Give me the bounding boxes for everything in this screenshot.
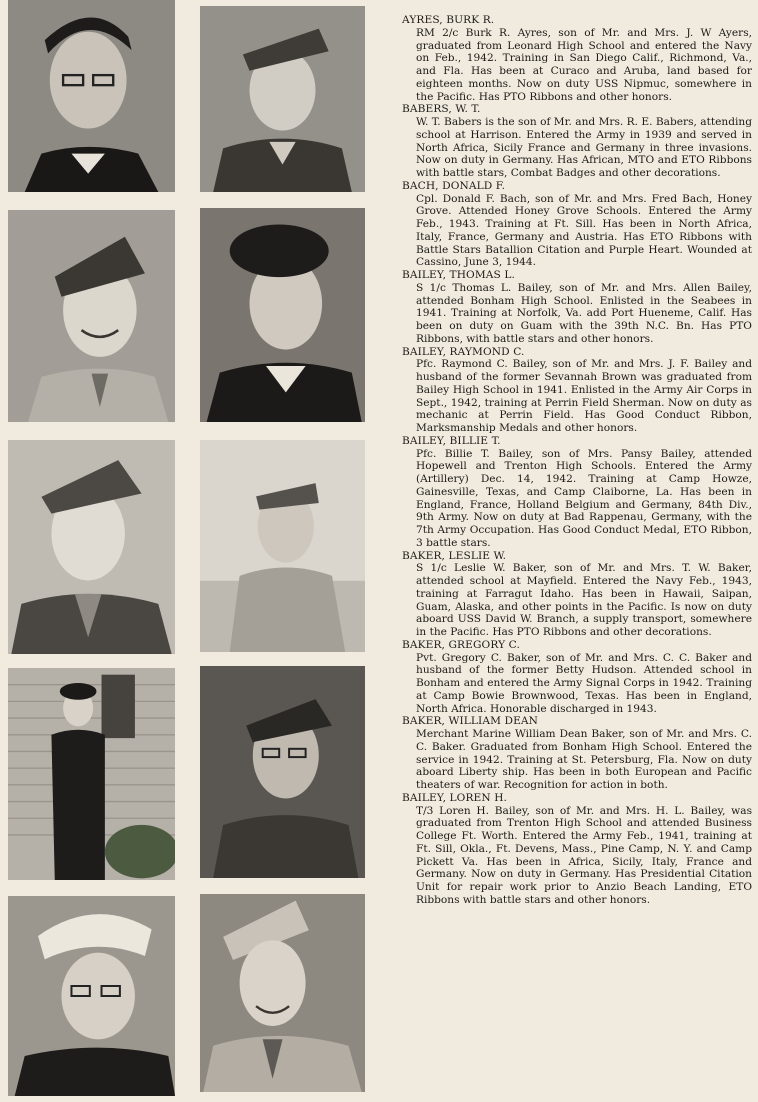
entry-body: RM 2/c Burk R. Ayres, son of Mr. and Mrs. J. W Ayers, graduated from Leonard High School and entered the Navy on Feb., 1942. Training in San Diego Calif., Richmond, Va., and Fla. Has been at Curaco and Aruba, land based for eighteen months. Now on duty USS Nipmuc, somewhere in the Pacific. Has PTO Ribbons and other honors. <box>416 26 752 103</box>
photo-bailey-thomas <box>200 208 365 422</box>
entry-bach <box>402 180 752 269</box>
photo-baker-gregory <box>200 666 365 878</box>
entry-body: T/3 Loren H. Bailey, son of Mr. and Mrs. H. L. Bailey, was graduated from Trenton High School and attended Business College Ft. Worth. Entered the Army Feb., 1941, training at Ft. Sill, Okla., Ft. Devens, Mass., Pine Camp, N. Y. and Camp Pickett Va. Has been in Africa, Sicily, Italy, France and Germany. Now on duty in Germany. Has Presidential Citation Unit for repair work prior to Anzio Beach Landing, ETO Ribbons with battle stars and other honors. <box>416 804 752 906</box>
photo-baker-william <box>8 896 175 1096</box>
entry-name: BAILEY, RAYMOND C. <box>402 345 525 358</box>
entry-name: BAKER, GREGORY C. <box>402 638 520 651</box>
photo-ayres <box>8 0 175 192</box>
entry-baker-gregory <box>402 639 752 716</box>
photo-bailey-raymond <box>8 440 175 654</box>
entry-body: S 1/c Thomas L. Bailey, son of Mr. and Mrs. Allen Bailey, attended Bonham High School. Enlisted in the Seabees in 1941. Training at Norfolk, Va. add Port Hueneme, Calif. Has been on duty on Guam with the 39th N.C. Bn. Has PTO Ribbons, with battle stars and other honors. <box>416 281 752 345</box>
entry-name: AYRES, BURK R. <box>402 14 495 26</box>
entry-bailey-billie <box>402 435 752 550</box>
entry-bailey-raymond <box>402 346 752 435</box>
portrait-sailor-white-cap-icon <box>8 896 175 1096</box>
photo-bailey-loren <box>200 894 365 1092</box>
portrait-soldier-cap-smiling-icon <box>8 210 175 422</box>
portrait-soldier-outdoor-icon <box>200 440 365 652</box>
entry-bailey-loren <box>402 792 752 907</box>
entry-body: Pvt. Gregory C. Baker, son of Mr. and Mrs. C. C. Baker and husband of the former Betty Hudson. Attended school in Bonham and entered the Army Signal Corps in 1942. Training at Camp Bowie Brownwood, Texas. Has been in England, North Africa. Honorable discharged in 1943. <box>416 651 752 715</box>
portrait-soldier-glasses-icon <box>200 666 365 878</box>
entry-body: W. T. Babers is the son of Mr. and Mrs. R. E. Babers, attending school at Harrison. Entered the Army in 1939 and served in North Africa, Sicily France and Germany in three invasions. Now on duty in Germany. Has African, MTO and ETO Ribbons with battle stars, Combat Badges and other decorations. <box>416 116 752 179</box>
photo-bach <box>8 210 175 422</box>
entry-baker-william <box>402 715 752 792</box>
portrait-sailor-standing-icon <box>8 668 175 880</box>
entry-name: BAILEY, THOMAS L. <box>402 269 515 281</box>
entry-bailey-thomas <box>402 269 752 346</box>
entry-body: Merchant Marine William Dean Baker, son of Mr. and Mrs. C. C. Baker. Graduated from Bonham High School. Entered the service in 1942. Training at St. Petersburg, Fla. Now on duty aboard Liberty ship. Has been in both European and Pacific theaters of war. Recognition for action in both. <box>416 728 752 791</box>
entry-body: Cpl. Donald F. Bach, son of Mr. and Mrs. Fred Bach, Honey Grove. Attended Honey Grove Schools. Entered the Army Feb., 1943. Training at Ft. Sill. Has been in North Africa, Italy, France, Germany and Austria. Has ETO Ribbons with Battle Stars Batallion Citation and Purple Heart. Wounded at Cassino, June 3, 1944. <box>416 192 752 269</box>
photo-babers <box>200 6 365 192</box>
biography-column <box>402 14 752 907</box>
photo-bailey-billie <box>200 440 365 652</box>
entry-body: S 1/c Leslie W. Baker, son of Mr. and Mrs. T. W. Baker, attended school at Mayfield. Entered the Navy Feb., 1943, training at Farragut Idaho. Has been in Hawaii, Saipan, Guam, Alaska, and other points in the Pacific. Is now on duty aboard USS David W. Branch, a supply transport, somewhere in the Pacific. Has PTO Ribbons and other decorations. <box>416 562 752 638</box>
entry-ayres <box>402 14 752 103</box>
entry-babers <box>402 103 752 180</box>
portrait-sailor-beret-icon <box>200 208 365 422</box>
photo-baker-leslie <box>8 668 175 880</box>
entry-name: BAKER, LESLIE W. <box>402 549 507 562</box>
portrait-soldier-cap-icon <box>200 6 365 192</box>
portrait-sailor-glasses-icon <box>8 0 175 192</box>
entry-name: BAILEY, BILLIE T. <box>402 434 501 447</box>
portrait-soldier-uniform-icon <box>8 440 175 654</box>
entry-name: BACH, DONALD F. <box>402 179 506 192</box>
entry-body: Pfc. Billie T. Bailey, son of Mrs. Pansy Bailey, attended Hopewell and Trenton High Schools. Entered the Army (Artillery) Dec. 14, 1942. Training at Camp Howze, Gainesville, Texas, and Camp Claiborne, La. Has been in England, France, Holland Belgium and Germany, 84th Div., 9th Army. Now on duty at Bad Rappenau, Germany, with the 7th Army Occupation. Has Good Conduct Medal, ETO Ribbon, 3 battle stars. <box>416 447 752 549</box>
entry-name: BAILEY, LOREN H. <box>402 791 508 804</box>
entry-name: BABERS, W. T. <box>402 103 481 116</box>
entry-baker-leslie <box>402 550 752 639</box>
entry-body: Pfc. Raymond C. Bailey, son of Mr. and Mrs. J. F. Bailey and husband of the former Sevannah Brown was graduated from Bailey High School in 1941. Enlisted in the Army Air Corps in Sept., 1942, training at Perrin Field Sherman. Now on duty as mechanic at Perrin Field. Has Good Conduct Ribbon, Marksmanship Medals and other honors. <box>416 358 752 434</box>
portrait-soldier-smiling-icon <box>200 894 365 1092</box>
entry-name: BAKER, WILLIAM DEAN <box>402 715 539 728</box>
photo-grid <box>6 0 368 1102</box>
